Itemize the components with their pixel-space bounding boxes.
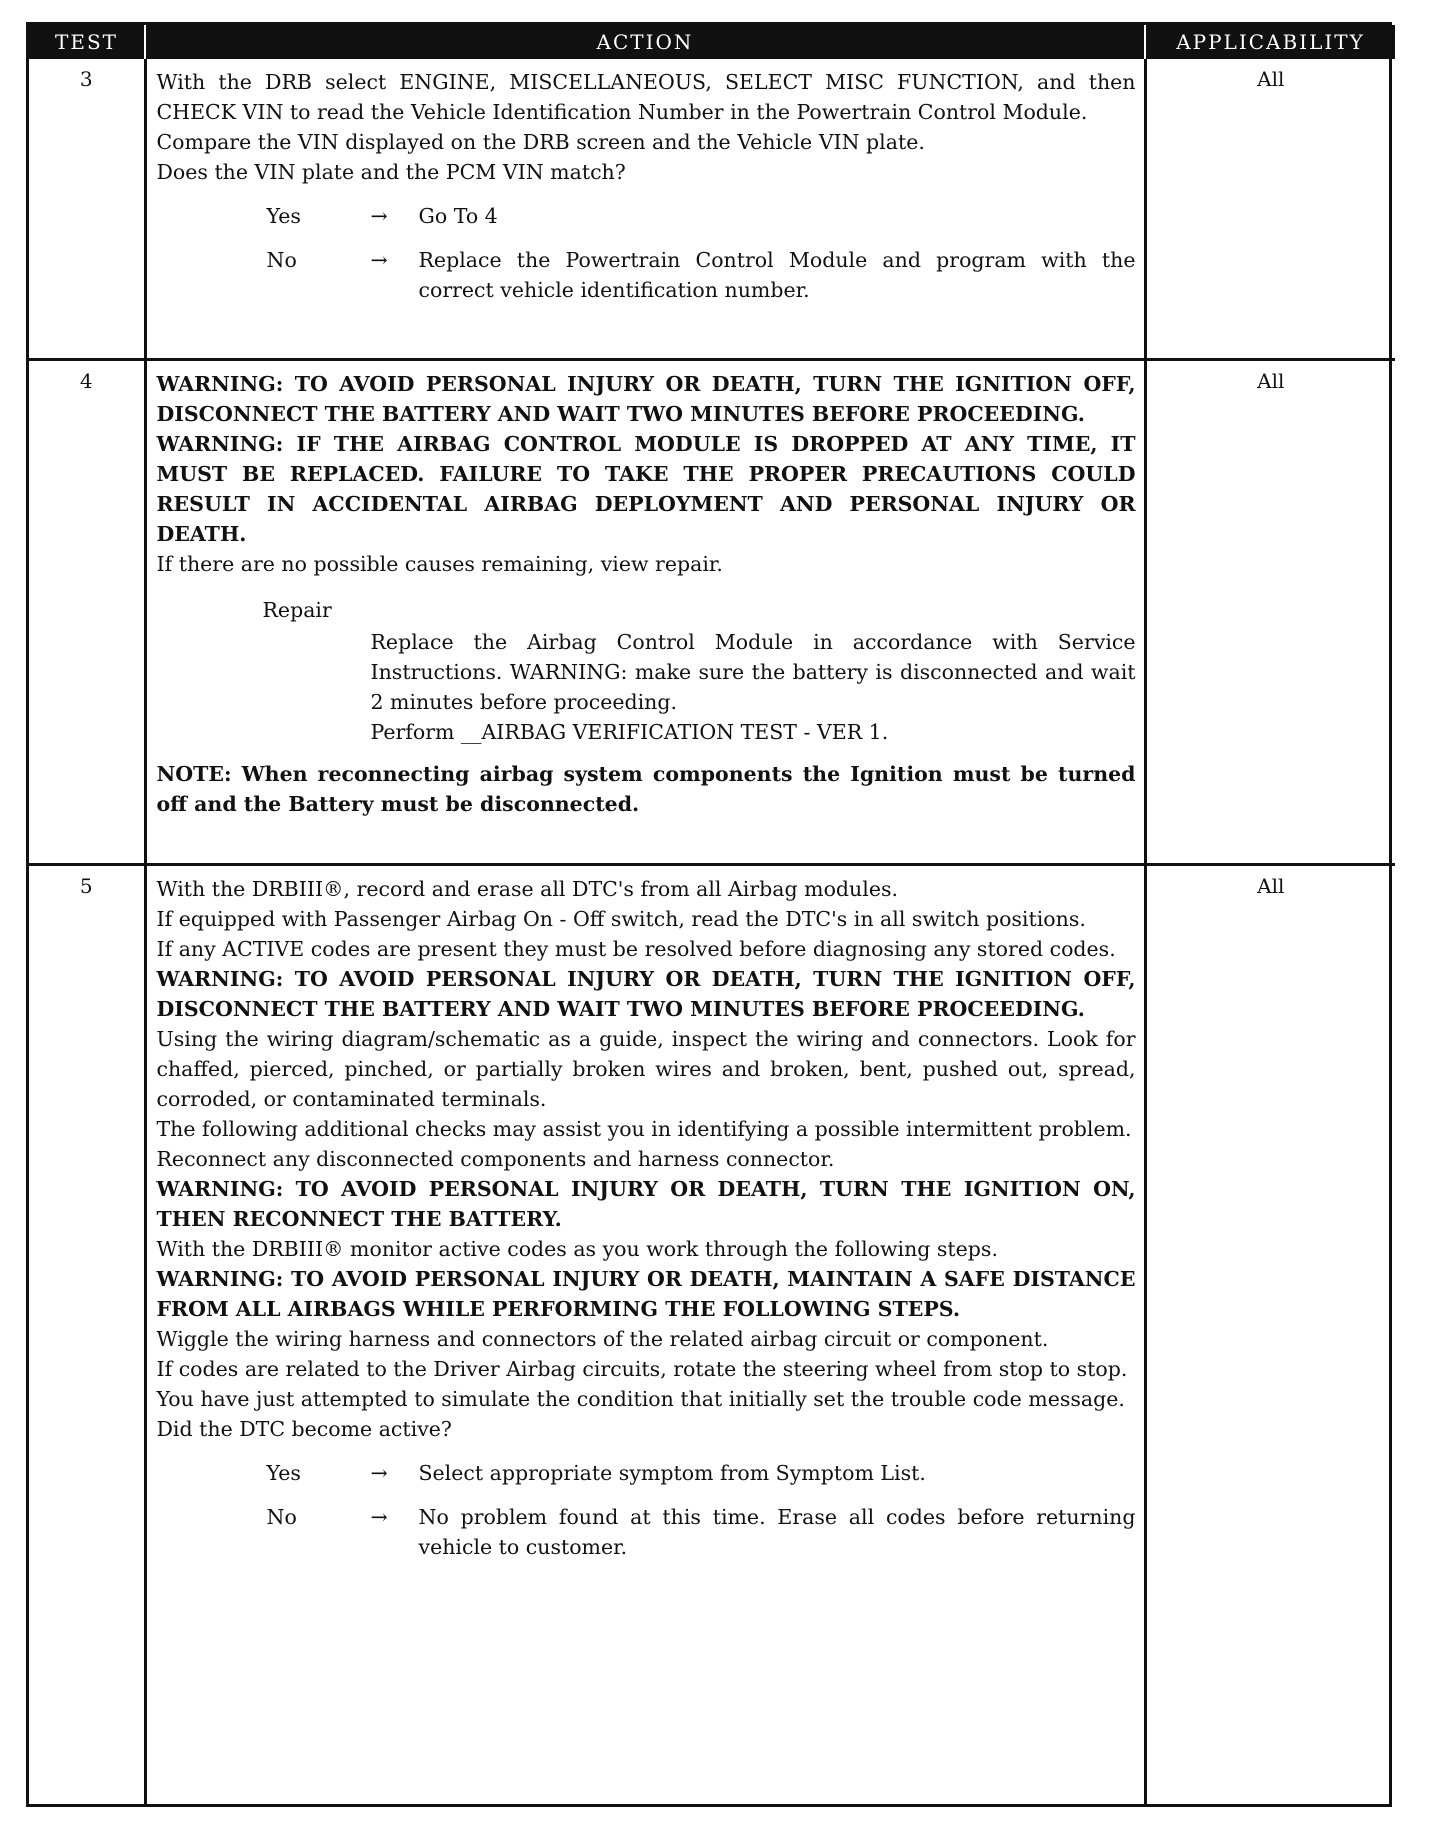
branch-no	[157, 245, 1136, 305]
action-cell	[145, 864, 1145, 1804]
test-number: 4	[29, 359, 145, 864]
diagnostic-table-sheet	[26, 22, 1392, 1807]
branch-no-text: No problem found at this time. Erase all codes before returning vehicle to customer.	[418, 1504, 1136, 1559]
repair-verification: Perform __AIRBAG VERIFICATION TEST - VER 1.	[370, 719, 889, 744]
branch-yes-text: Go To 4	[418, 204, 498, 228]
test-number: 5	[29, 864, 145, 1804]
repair-label: Repair	[262, 597, 332, 622]
table-row-test-4	[29, 359, 1395, 864]
action-text: If equipped with Passenger Airbag On - Off switch, read the DTC's in all switch positions.	[156, 906, 1086, 931]
warning-text: WARNING: TO AVOID PERSONAL INJURY OR DEATH, TURN THE IGNITION ON, THEN RECONNECT THE BATTERY.	[156, 1176, 1136, 1231]
branch-yes-label: Yes	[266, 204, 301, 228]
branch-no-text: Replace the Powertrain Control Module and program with the correct vehicle identification number.	[418, 248, 1136, 302]
table-header-row	[29, 25, 1395, 59]
action-text: The following additional checks may assist you in identifying a possible intermittent problem.	[156, 1116, 1132, 1141]
action-text: You have just attempted to simulate the condition that initially set the trouble code message.	[156, 1386, 1125, 1411]
header-test: TEST	[29, 25, 145, 59]
action-question: Did the DTC become active?	[156, 1416, 452, 1441]
action-text: Using the wiring diagram/schematic as a guide, inspect the wiring and connectors. Look for chaffed, pierced, pinched, or partially broken wires and broken, bent, pushed out, spread, corroded, or contaminated terminals.	[156, 1026, 1136, 1111]
header-applicability: APPLICABILITY	[1145, 25, 1395, 59]
warning-text: WARNING: TO AVOID PERSONAL INJURY OR DEATH, TURN THE IGNITION OFF, DISCONNECT THE BATTERY AND WAIT TWO MINUTES BEFORE PROCEEDING.	[156, 966, 1136, 1021]
note-text: NOTE: When reconnecting airbag system components the Ignition must be turned off and the Battery must be disconnected.	[156, 761, 1136, 816]
branch-yes	[157, 201, 1136, 231]
action-text: If there are no possible causes remaining, view repair.	[156, 551, 723, 576]
action-text: If codes are related to the Driver Airbag circuits, rotate the steering wheel from stop to stop.	[156, 1356, 1128, 1381]
action-text: With the DRB select ENGINE, MISCELLANEOUS, SELECT MISC FUNCTION, and then CHECK VIN to read the Vehicle Identification Number in the Powertrain Control Module.	[156, 70, 1136, 124]
test-number: 3	[29, 59, 145, 359]
warning-text: WARNING: TO AVOID PERSONAL INJURY OR DEATH, TURN THE IGNITION OFF, DISCONNECT THE BATTERY AND WAIT TWO MINUTES BEFORE PROCEEDING.	[156, 371, 1136, 426]
branch-no-label: No	[266, 1504, 297, 1529]
branch-yes-text: Select appropriate symptom from Symptom List.	[418, 1460, 926, 1485]
header-action: ACTION	[145, 25, 1145, 59]
table-row-test-3	[29, 59, 1395, 359]
action-text: Compare the VIN displayed on the DRB screen and the Vehicle VIN plate.	[156, 130, 925, 154]
warning-text: WARNING: TO AVOID PERSONAL INJURY OR DEATH, MAINTAIN A SAFE DISTANCE FROM ALL AIRBAGS WHILE PERFORMING THE FOLLOWING STEPS.	[156, 1266, 1136, 1321]
branch-yes	[157, 1458, 1136, 1488]
branch-yes-label: Yes	[266, 1460, 301, 1485]
arrow-right-icon: →	[370, 1504, 388, 1529]
action-text: With the DRBIII®, record and erase all DTC's from all Airbag modules.	[156, 876, 898, 901]
repair-text: Replace the Airbag Control Module in accordance with Service Instructions. WARNING: make sure the battery is disconnected and wait 2 minutes before proceeding.	[370, 629, 1136, 714]
applicability-value: All	[1145, 59, 1395, 359]
branch-no	[157, 1502, 1136, 1562]
action-text: If any ACTIVE codes are present they must be resolved before diagnosing any stored codes.	[156, 936, 1116, 961]
arrow-right-icon: →	[370, 248, 388, 272]
applicability-value: All	[1145, 864, 1395, 1804]
action-text: With the DRBIII® monitor active codes as you work through the following steps.	[156, 1236, 998, 1261]
arrow-right-icon: →	[370, 204, 388, 228]
applicability-value: All	[1145, 359, 1395, 864]
table-row-test-5	[29, 864, 1395, 1804]
action-question: Does the VIN plate and the PCM VIN match?	[156, 160, 626, 184]
action-cell	[145, 359, 1145, 864]
action-text: Wiggle the wiring harness and connectors of the related airbag circuit or component.	[156, 1326, 1049, 1351]
arrow-right-icon: →	[370, 1460, 388, 1485]
diagnostic-table	[29, 25, 1395, 1804]
action-text: Reconnect any disconnected components and harness connector.	[156, 1146, 835, 1171]
action-cell	[145, 59, 1145, 359]
branch-no-label: No	[266, 248, 297, 272]
warning-text: WARNING: IF THE AIRBAG CONTROL MODULE IS DROPPED AT ANY TIME, IT MUST BE REPLACED. FAILURE TO TAKE THE PROPER PRECAUTIONS COULD RESULT IN ACCIDENTAL AIRBAG DEPLOYMENT AND PERSONAL INJURY OR DEATH.	[156, 431, 1136, 546]
